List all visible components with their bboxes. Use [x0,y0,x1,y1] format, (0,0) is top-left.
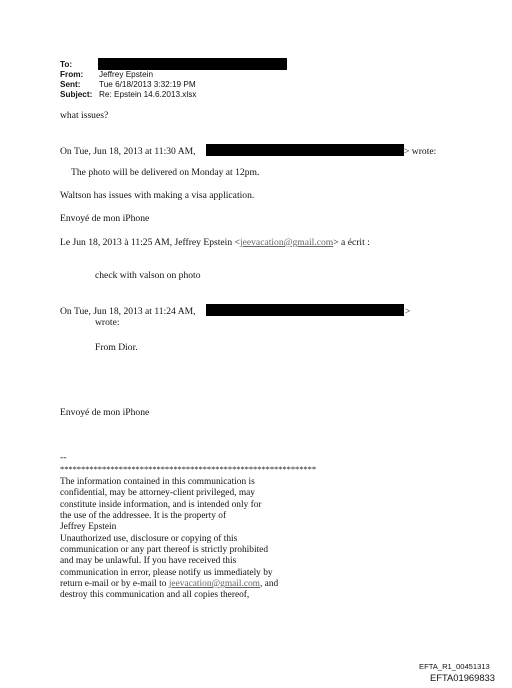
legal-line-8: and may be unlawful. If you have received this [60,556,237,566]
from-label: From: [60,70,84,79]
sent-value: Tue 6/18/2013 3:32:19 PM [99,80,196,89]
legal-line-9: communication in error, please notify us immediately by [60,568,273,578]
signature-dashes: -- [60,452,67,463]
redaction-to [98,58,287,70]
legal-line-10 [60,579,278,590]
legal-line-2: confidential, may be attorney-client privileged, may [60,488,255,498]
envoye-line-1: Envoyé de mon iPhone [60,213,150,224]
reply-text: what issues? [60,110,109,121]
quote1-suffix: > wrote: [404,146,437,157]
legal-line-11: destroy this communication and all copies thereof, [60,590,250,600]
check-line: check with valson on photo [95,270,201,281]
to-label: To: [60,60,73,69]
legal-line-4: the use of the addressee. It is the property of [60,511,227,521]
footer-ref-1: EFTA_R1_00451313 [419,662,490,671]
signature-stars: ************************************************************* [60,464,317,474]
legal-line-7: communication or any part thereof is strictly prohibited [60,545,269,555]
legal-line-1: The information contained in this communication is [60,477,255,487]
legal-line-3: constitute inside information, and is intended only for [60,500,262,510]
envoye-line-2: Envoyé de mon iPhone [60,407,150,418]
dior-line: From Dior. [95,342,138,353]
le-suffix: > a écrit : [333,237,370,248]
quote2-wrote: wrote: [95,317,120,328]
legal-line-5: Jeffrey Epstein [60,522,117,532]
subject-label: Subject: [60,90,93,99]
from-value: Jeffrey Epstein [99,70,154,79]
email-link-1[interactable]: jeevacation@gmail.com [239,237,334,248]
footer-ref-2: EFTA01969833 [430,672,495,683]
waltson-line: Waltson has issues with making a visa application. [60,190,255,201]
legal-line-6: Unauthorized use, disclosure or copying of this [60,534,238,544]
sent-label: Sent: [60,80,81,89]
le-line [60,237,370,249]
redaction-quote2 [206,304,404,316]
email-link-2[interactable]: jeevacation@gmail.com [168,579,260,589]
redaction-quote1 [206,144,404,156]
quote2-prefix: On Tue, Jun 18, 2013 at 11:24 AM, [60,306,196,317]
return-suffix: , and [259,579,279,589]
photo-line: The photo will be delivered on Monday at 12pm. [71,167,260,178]
le-prefix: Le Jun 18, 2013 à 11:25 AM, Jeffrey Epstein < [60,237,240,248]
subject-value: Re: Epstein 14.6.2013.xlsx [99,90,197,99]
return-prefix: return e-mail or by e-mail to [60,579,169,589]
quote1-prefix: On Tue, Jun 18, 2013 at 11:30 AM, [60,146,196,157]
quote2-gt: > [405,306,411,317]
